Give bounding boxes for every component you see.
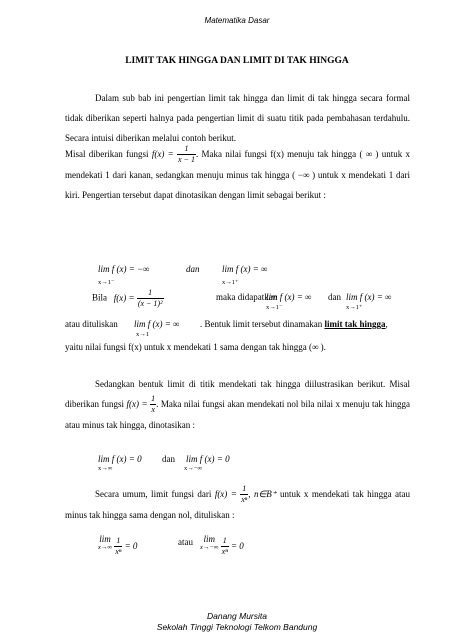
function-formula: f(x) = $\frac{1}{x - 1}$ xyxy=(151,144,195,165)
limit-subscript: x→1⁻ xyxy=(266,304,283,311)
section-title: LIMIT TAK HINGGA DAN LIMIT DI TAK HINGGA xyxy=(125,56,349,66)
limit-at-infinity-right: lim f (x) = 0 xyxy=(186,454,230,464)
limit-subscript: x→1 xyxy=(136,331,149,338)
limit-subscript: x→−∞ xyxy=(184,465,203,472)
conjunction: dan xyxy=(186,264,200,274)
footer-institution: Sekolah Tinggi Teknologi Telkom Bandung xyxy=(156,622,318,632)
limit-left-one: lim f (x) = ∞ xyxy=(266,292,312,302)
limit-subscript: x→∞ xyxy=(98,465,113,472)
keyword-limit-tak-hingga: limit tak hingga xyxy=(324,319,386,329)
limit-subscript: x→1⁻ xyxy=(98,279,115,286)
limit-equation-right: lim f (x) = ∞ xyxy=(222,264,268,274)
limit-right-one: lim f (x) = ∞ xyxy=(346,292,392,302)
limit-subscript: x→1⁺ xyxy=(222,279,239,286)
conjunction: dan xyxy=(162,454,175,464)
bila-consequence: maka didapatkan xyxy=(216,292,278,302)
conjunction: dan xyxy=(328,292,341,302)
paragraph-intro: Dalam sub bab ini pengertian limit tak hingga dan limit di tak hingga secara formal tidak diberikan seperti halnya pada pengertian limit di suatu titik pada pembahasan terdahulu. Secara intuisi diberikan melalui contoh berikut. xyxy=(65,93,410,143)
footer-author: Danang Mursita xyxy=(206,611,267,621)
paragraph-example-2: Sedangkan bentuk limit di titik mendekati tak hingga diilustrasikan berikut. Misal diberikan fungsi f(x) = $\frac{1}{x}$ . Maka nilai fungsi akan mendekati nol bila nilai x menuju tak hingga atau minus tak hingga, dinotasikan : xyxy=(65,379,410,431)
atau-dituliskan: atau dituliskan xyxy=(65,319,118,329)
limit-two-sided: lim f (x) = ∞ xyxy=(134,319,180,329)
limit-subscript: x→1⁺ xyxy=(346,304,363,311)
bila-row: Bila f(x) = $\frac{1}{\text{(x − 1)²}}$ xyxy=(92,288,163,308)
limit-at-infinity-left: lim f (x) = 0 xyxy=(98,454,142,464)
paragraph-example-1: Misal diberikan fungsi f(x) = $\frac{1}{x - 1}$ . Maka nilai fungsi f(x) menuju tak hingga ( ∞ ) untuk x mendekati 1 dari kanan, sedangkan menuju minus tak hingga ( −∞ ) untuk x mendekati 1 dari kiri. Pengertian tersebut dapat dinotasikan dengan limit sebagai berikut : xyxy=(65,144,410,201)
limit-definition: . Bentuk limit tersebut dinamakan limit tak hingga, xyxy=(200,319,388,329)
limit-power-left: lim x→∞ $\frac{1}{\text{xⁿ}}$ = 0 xyxy=(98,534,138,557)
running-header: Matematika Dasar xyxy=(204,16,270,25)
paragraph-general: Secara umum, limit fungsi dari f(x) = $\frac{1}{\text{xⁿ}}$ , n∈B⁺ untuk x mendekati tak hingga atau minus tak hingga sama dengan nol, dituliskan : xyxy=(65,484,411,521)
limit-power-right: lim x→−∞ $\frac{1}{\text{xⁿ}}$ = 0 xyxy=(200,534,244,557)
conjunction: atau xyxy=(178,537,193,547)
paragraph-explanation: yaitu nilai fungsi f(x) untuk x mendekati 1 sama dengan tak hingga (∞ ). xyxy=(65,342,326,352)
limit-equation-left: lim f (x) = −∞ xyxy=(98,264,150,274)
